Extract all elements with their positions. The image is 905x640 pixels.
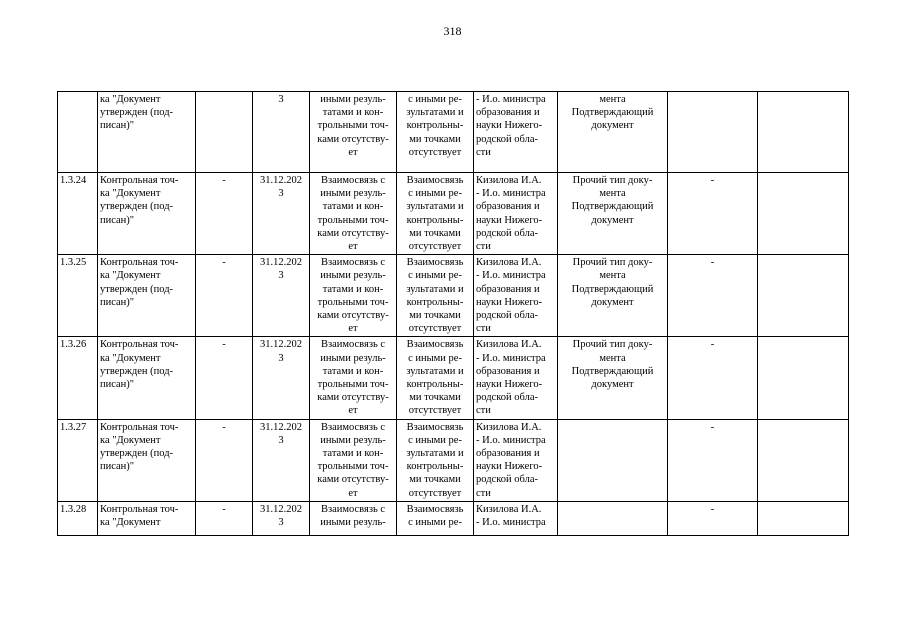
control-point-name-cell: Контрольная точ- ка "Документ: [98, 501, 196, 535]
control-points-table: [57, 91, 849, 536]
row-number-cell: 1.3.25: [58, 255, 98, 337]
date-cell: 31.12.202 3: [253, 419, 310, 501]
date-cell: 31.12.202 3: [253, 501, 310, 535]
relation-result-cell: Взаимосвязь с иными резуль-: [310, 501, 397, 535]
responsible-cell: - И.о. министра образования и науки Нижего- родской обла- сти: [474, 92, 558, 173]
relation-result-cell: иными резуль- татами и кон- трольными точ- ками отсутству- ет: [310, 92, 397, 173]
row-number-cell: 1.3.28: [58, 501, 98, 535]
table-row: [58, 92, 849, 173]
mark-cell: [668, 92, 758, 173]
row-number-cell: 1.3.24: [58, 173, 98, 255]
control-point-name-cell: Контрольная точ- ка "Документ утвержден (под- писан)": [98, 419, 196, 501]
table-row: [58, 173, 849, 255]
control-point-name-cell: Контрольная точ- ка "Документ утвержден (под- писан)": [98, 173, 196, 255]
extra-cell: [758, 501, 849, 535]
relation-result-cell: Взаимосвязь с иными резуль- татами и кон- трольными точ- ками отсутству- ет: [310, 173, 397, 255]
dash-cell: -: [196, 337, 253, 419]
control-point-name-cell: Контрольная точ- ка "Документ утвержден (под- писан)": [98, 337, 196, 419]
document-type-cell: Прочий тип доку- мента Подтверждающий документ: [558, 255, 668, 337]
date-cell: 31.12.202 3: [253, 255, 310, 337]
relation-result-cell: Взаимосвязь с иными резуль- татами и кон- трольными точ- ками отсутству- ет: [310, 419, 397, 501]
relation-result-cell: Взаимосвязь с иными резуль- татами и кон- трольными точ- ками отсутству- ет: [310, 337, 397, 419]
extra-cell: [758, 419, 849, 501]
document-type-cell: Прочий тип доку- мента Подтверждающий документ: [558, 337, 668, 419]
relation-control-cell: Взаимосвязь с иными ре- зультатами и контрольны- ми точками отсутствует: [397, 255, 474, 337]
row-number-cell: 1.3.27: [58, 419, 98, 501]
extra-cell: [758, 255, 849, 337]
responsible-cell: Кизилова И.А. - И.о. министра образования и науки Нижего- родской обла- сти: [474, 337, 558, 419]
extra-cell: [758, 92, 849, 173]
mark-cell: -: [668, 337, 758, 419]
responsible-cell: Кизилова И.А. - И.о. министра образования и науки Нижего- родской обла- сти: [474, 419, 558, 501]
dash-cell: -: [196, 173, 253, 255]
relation-control-cell: Взаимосвязь с иными ре- зультатами и контрольны- ми точками отсутствует: [397, 419, 474, 501]
row-number-cell: 1.3.26: [58, 337, 98, 419]
mark-cell: -: [668, 501, 758, 535]
row-number-cell: [58, 92, 98, 173]
document-type-cell: мента Подтверждающий документ: [558, 92, 668, 173]
relation-control-cell: Взаимосвязь с иными ре- зультатами и контрольны- ми точками отсутствует: [397, 173, 474, 255]
control-point-name-cell: ка "Документ утвержден (под- писан)": [98, 92, 196, 173]
extra-cell: [758, 337, 849, 419]
responsible-cell: Кизилова И.А. - И.о. министра образования и науки Нижего- родской обла- сти: [474, 173, 558, 255]
table-row: [58, 255, 849, 337]
relation-control-cell: Взаимосвязь с иными ре- зультатами и контрольны- ми точками отсутствует: [397, 337, 474, 419]
page-number: 318: [443, 24, 462, 38]
table-row: [58, 501, 849, 535]
date-cell: 31.12.202 3: [253, 337, 310, 419]
table-row: [58, 337, 849, 419]
document-type-cell: [558, 501, 668, 535]
dash-cell: [196, 92, 253, 173]
document-type-cell: Прочий тип доку- мента Подтверждающий документ: [558, 173, 668, 255]
dash-cell: -: [196, 419, 253, 501]
mark-cell: -: [668, 419, 758, 501]
date-cell: 3: [253, 92, 310, 173]
date-cell: 31.12.202 3: [253, 173, 310, 255]
responsible-cell: Кизилова И.А. - И.о. министра: [474, 501, 558, 535]
relation-control-cell: с иными ре- зультатами и контрольны- ми точками отсутствует: [397, 92, 474, 173]
table-row: [58, 419, 849, 501]
responsible-cell: Кизилова И.А. - И.о. министра образования и науки Нижего- родской обла- сти: [474, 255, 558, 337]
mark-cell: -: [668, 173, 758, 255]
relation-result-cell: Взаимосвязь с иными резуль- татами и кон- трольными точ- ками отсутству- ет: [310, 255, 397, 337]
dash-cell: -: [196, 255, 253, 337]
extra-cell: [758, 173, 849, 255]
relation-control-cell: Взаимосвязь с иными ре-: [397, 501, 474, 535]
document-type-cell: [558, 419, 668, 501]
mark-cell: -: [668, 255, 758, 337]
control-point-name-cell: Контрольная точ- ка "Документ утвержден (под- писан)": [98, 255, 196, 337]
dash-cell: -: [196, 501, 253, 535]
